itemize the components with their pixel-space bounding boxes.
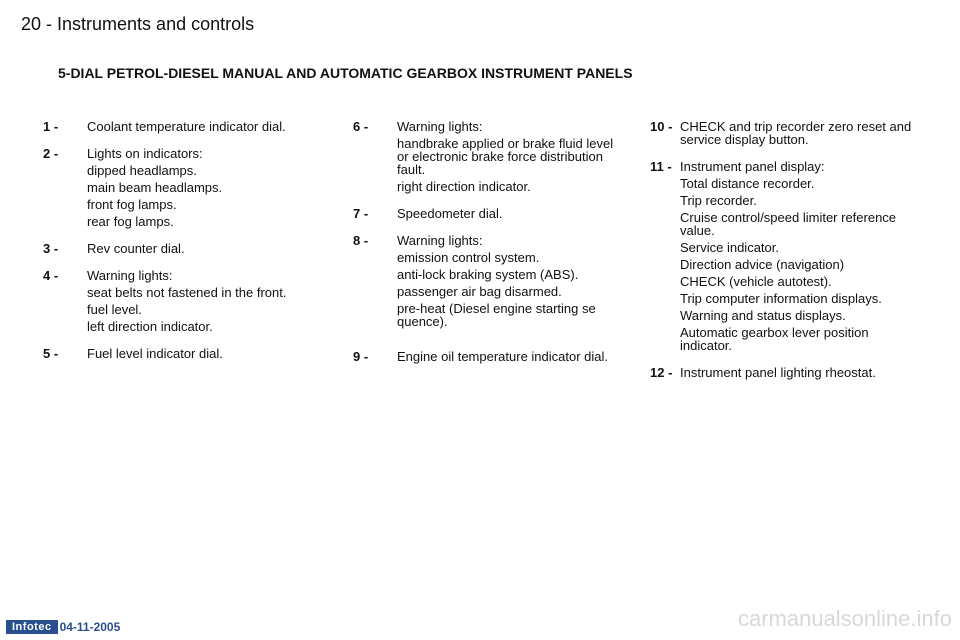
list-item xyxy=(353,120,623,193)
column-3 xyxy=(650,120,920,393)
item-label: Instrument panel lighting rheostat. xyxy=(680,365,876,380)
item-number: 9 - xyxy=(353,349,369,364)
item-subline: right direction indicator. xyxy=(397,179,531,194)
item-label: CHECK and trip recorder zero reset and service display button. xyxy=(680,119,912,147)
footer xyxy=(6,620,120,634)
item-subline: Service indicator. xyxy=(680,240,779,255)
item-subline: anti-lock braking system (ABS). xyxy=(397,267,579,282)
item-label: Engine oil temperature indicator dial. xyxy=(397,349,609,364)
column-1 xyxy=(43,120,313,374)
list-item xyxy=(43,347,313,360)
item-label: Rev counter dial. xyxy=(87,241,185,256)
item-number: 4 - xyxy=(43,268,59,283)
item-subline: Warning and status displays. xyxy=(680,308,846,323)
item-label: Instrument panel display: xyxy=(680,159,825,174)
item-subline: dipped headlamps. xyxy=(87,163,197,178)
list-item xyxy=(353,350,623,363)
item-subline: rear fog lamps. xyxy=(87,214,174,229)
item-number: 8 - xyxy=(353,233,369,248)
item-number: 2 - xyxy=(43,146,59,161)
item-subline: CHECK (vehicle autotest). xyxy=(680,274,832,289)
item-label: Warning lights: xyxy=(87,268,173,283)
footer-date: 04-11-2005 xyxy=(59,620,121,634)
list-item xyxy=(43,147,313,228)
item-subline: passenger air bag disarmed. xyxy=(397,284,562,299)
item-subline: seat belts not fastened in the front. xyxy=(87,285,287,300)
list-item xyxy=(353,207,623,220)
item-label: Warning lights: xyxy=(397,233,483,248)
column-2 xyxy=(353,120,623,377)
item-label: Coolant temperature indicator dial. xyxy=(87,119,286,134)
item-subline: Direction advice (navigation) xyxy=(680,257,845,272)
item-label: Lights on indicators: xyxy=(87,146,203,161)
list-item xyxy=(43,269,313,333)
item-number: 11 - xyxy=(650,159,672,174)
section-title: 5-DIAL PETROL-DIESEL MANUAL AND AUTOMATIC GEARBOX INSTRUMENT PANELS xyxy=(58,65,633,81)
item-number: 7 - xyxy=(353,206,369,221)
item-subline: front fog lamps. xyxy=(87,197,177,212)
item-subline: fuel level. xyxy=(87,302,142,317)
list-item xyxy=(43,120,313,133)
item-subline: left direction indicator. xyxy=(87,319,213,334)
item-subline: Cruise control/speed limiter reference value. xyxy=(680,210,897,238)
item-subline: emission control system. xyxy=(397,250,540,265)
item-subline: Automatic gearbox lever position indicator. xyxy=(680,325,869,353)
item-label: Speedometer dial. xyxy=(397,206,503,221)
watermark: carmanualsonline.info xyxy=(737,606,952,631)
item-number: 3 - xyxy=(43,241,59,256)
item-subline: Trip computer information displays. xyxy=(680,291,882,306)
list-item xyxy=(650,120,920,146)
infotec-logo: Infotec xyxy=(6,620,58,634)
item-number: 1 - xyxy=(43,119,59,134)
item-number: 5 - xyxy=(43,346,59,361)
item-number: 10 - xyxy=(650,119,673,134)
item-subline: Trip recorder. xyxy=(680,193,757,208)
item-subline: handbrake applied or brake fluid level or electronic brake force distribution fault. xyxy=(397,136,614,177)
list-item xyxy=(353,234,623,328)
item-subline: pre-heat (Diesel engine starting se quence). xyxy=(397,301,596,329)
item-subline: Total distance recorder. xyxy=(680,176,815,191)
item-label: Warning lights: xyxy=(397,119,483,134)
item-subline: main beam headlamps. xyxy=(87,180,223,195)
item-number: 12 - xyxy=(650,365,673,380)
list-item xyxy=(650,366,920,379)
list-item xyxy=(650,160,920,352)
page-header: 20 - Instruments and controls xyxy=(21,14,255,34)
list-item xyxy=(43,242,313,255)
item-label: Fuel level indicator dial. xyxy=(87,346,223,361)
item-number: 6 - xyxy=(353,119,369,134)
